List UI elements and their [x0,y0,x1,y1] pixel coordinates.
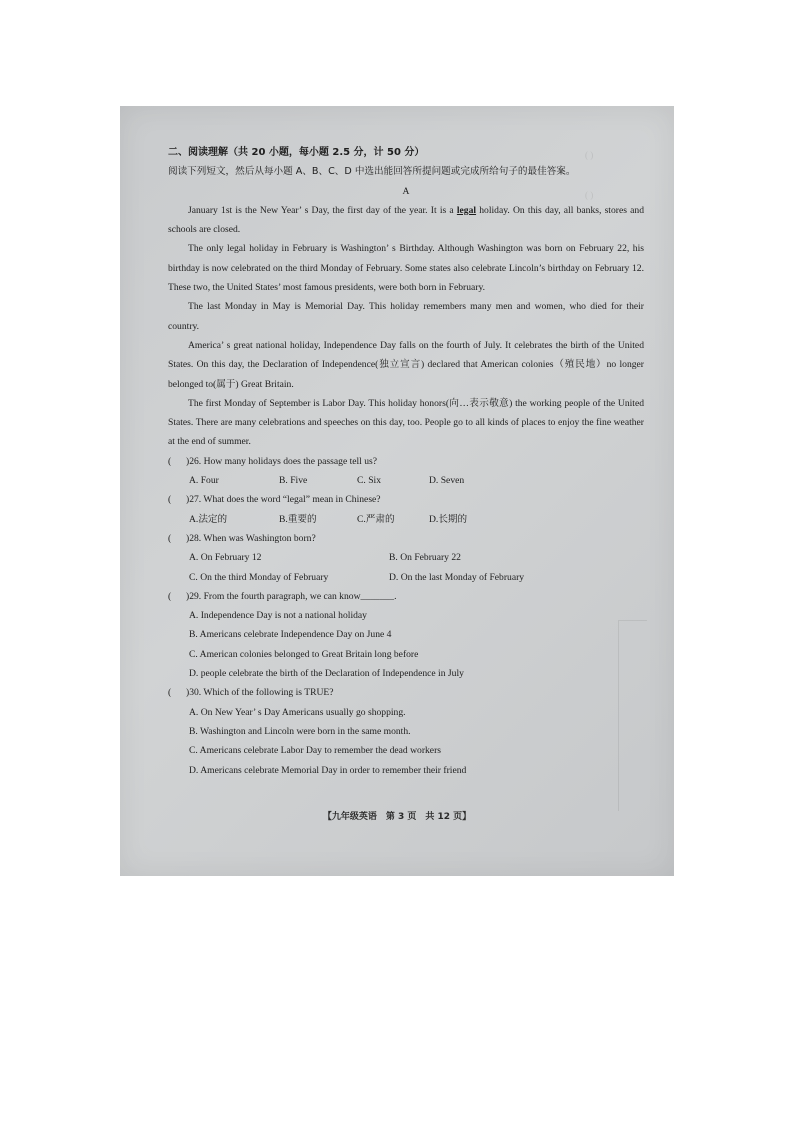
option-d[interactable]: D. On the last Monday of February [389,571,525,583]
question-28 [168,529,644,548]
question-stem: )29. From the fourth paragraph, we can know_______. [186,590,397,602]
question-stem: )26. How many holidays does the passage tell us? [186,455,378,467]
question-30 [168,683,644,702]
option-a[interactable]: A. On February 12 [189,552,262,564]
question-stem: )28. When was Washington born? [186,532,316,544]
question-stem: )30. Which of the following is TRUE? [186,687,334,699]
passage-paragraph-2: The only legal holiday in February is Washington’ s Birthday. Although Washington was born on February 22, his birthday is now celebrated on the third Monday of February. Some states also celebrate Lincoln’s birthday on February 12. These two, the United States’ most famous presidents, were both born in February. [168,243,644,294]
passage-paragraph-4: America’ s great national holiday, Independence Day falls on the fourth of July. It celebrates the birth of the United States. On this day, the Declaration of Independence(独立宣言) declared that American colonies（殖民地）no longer belonged to(属于) Great Britain. [168,339,644,390]
option-c[interactable]: C. On the third Monday of February [189,571,329,583]
bleed-through-mark: ( ) [585,190,594,200]
question-29 [168,587,644,606]
option-d[interactable]: D. people celebrate the birth of the Declaration of Independence in July [189,668,464,680]
answer-blank[interactable]: ( [168,455,172,467]
question-26 [168,452,644,471]
option-b[interactable]: B. Washington and Lincoln were born in the same month. [189,725,411,737]
section-heading: 二、阅读理解（共 20 小题，每小题 2.5 分，计 50 分） [168,147,425,158]
option-b[interactable]: B. Five [279,475,308,487]
answer-blank[interactable]: ( [168,494,172,506]
passage-paragraph-1 [168,201,644,240]
answer-blank[interactable]: ( [168,532,172,544]
passage-paragraph-5: The first Monday of September is Labor Day. This holiday honors(向…表示敬意) the working people of the United States. There are many celebrations and speeches on this day, too. People go to all kinds of places to enjoy the fine weather at the end of summer. [168,397,644,448]
option-c[interactable]: C. Six [357,475,381,487]
option-a[interactable]: A. Four [189,475,219,487]
question-27 [168,490,644,509]
answer-blank[interactable]: ( [168,687,172,699]
option-c[interactable]: C.严肃的 [357,513,395,525]
option-d[interactable]: D. Seven [429,475,465,487]
options-27 [168,510,644,529]
option-c[interactable]: C. American colonies belonged to Great Britain long before [189,648,419,660]
question-stem: )27. What does the word “legal” mean in Chinese? [186,494,381,506]
passage-paragraph-3: The last Monday in May is Memorial Day. This holiday remembers many men and women, who died for their country. [168,301,644,332]
option-a[interactable]: A.法定的 [189,513,228,525]
exam-content [168,143,644,780]
options-28-row-1 [168,548,644,567]
bleed-through-mark: ( ) [585,150,594,160]
option-b[interactable]: B. On February 22 [389,552,461,564]
answer-blank[interactable]: ( [168,590,172,602]
options-28-row-2 [168,568,644,587]
option-a[interactable]: A. On New Year’ s Day Americans usually go shopping. [189,706,406,718]
option-c[interactable]: C. Americans celebrate Labor Day to remember the dead workers [189,745,441,757]
page-footer: 【九年级英语 第 3 页 共 12 页】 [322,812,472,822]
passage-label: A [402,185,410,197]
paragraph-text: January 1st is the New Year’ s Day, the first day of the year. It is a [188,204,457,216]
option-b[interactable]: B.重要的 [279,513,317,525]
option-b[interactable]: B. Americans celebrate Independence Day on June 4 [189,629,392,641]
section-instruction: 阅读下列短文，然后从每小题 A、B、C、D 中选出能回答所提问题或完成所给句子的最佳答案。 [168,166,576,178]
paragraph-text: holiday. On this day, all banks, stores and schools are closed. [168,204,644,236]
options-26 [168,471,644,490]
underlined-word-legal: legal [456,204,477,216]
option-d[interactable]: D.长期的 [429,513,468,525]
option-a[interactable]: A. Independence Day is not a national holiday [189,610,367,622]
option-d[interactable]: D. Americans celebrate Memorial Day in order to remember their friend [189,764,467,776]
